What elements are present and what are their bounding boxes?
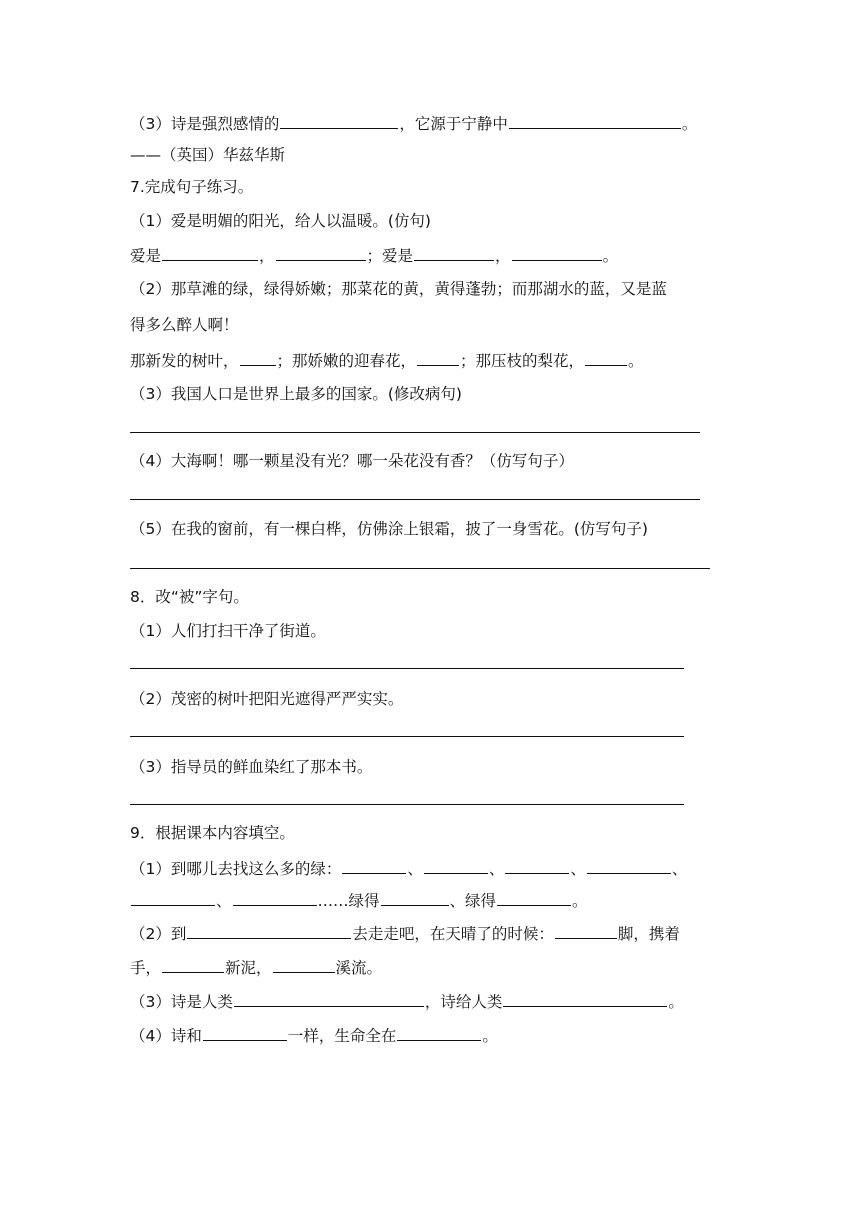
q7-item1: （1）爱是明媚的阳光，给人以温暖。(仿句) bbox=[130, 212, 431, 230]
answer-line[interactable] bbox=[130, 432, 700, 433]
q8-item1: （1）人们打扫干净了街道。 bbox=[130, 622, 326, 640]
q6-item3 bbox=[130, 112, 697, 135]
q9-item2-line2: 手， 新泥， 溪流。 bbox=[130, 956, 382, 979]
q8-item2: （2）茂密的树叶把阳光遮得严严实实。 bbox=[130, 690, 404, 708]
fill-blank[interactable] bbox=[397, 1024, 481, 1041]
fill-blank[interactable] bbox=[585, 349, 627, 366]
answer-line[interactable] bbox=[130, 804, 684, 805]
q9-item1-line1: （1）到哪儿去找这么多的绿： 、 、 、 、 bbox=[130, 857, 687, 880]
answer-line[interactable] bbox=[130, 499, 700, 500]
fill-blank[interactable] bbox=[505, 857, 569, 874]
q8-title: 8．改“被”字句。 bbox=[130, 588, 249, 606]
q7-item5: （5）在我的窗前，有一棵白桦，仿佛涂上银霜，披了一身雪花。(仿写句子) bbox=[130, 520, 648, 538]
fill-blank[interactable] bbox=[555, 922, 617, 939]
q9-title: 9．根据课本内容填空。 bbox=[130, 824, 295, 842]
q9-item3: （3）诗是人类 ，诗给人类 。 bbox=[130, 990, 684, 1013]
fill-blank[interactable] bbox=[162, 244, 258, 261]
answer-line[interactable] bbox=[130, 736, 684, 737]
fill-blank[interactable] bbox=[497, 889, 571, 906]
fill-blank[interactable] bbox=[273, 956, 335, 973]
q9-item4: （4）诗和 一样，生命全在 。 bbox=[130, 1024, 498, 1047]
fill-blank[interactable] bbox=[276, 244, 366, 261]
fill-blank[interactable] bbox=[417, 349, 459, 366]
fill-blank[interactable] bbox=[233, 889, 317, 906]
fill-blank[interactable] bbox=[162, 956, 224, 973]
fill-blank[interactable] bbox=[187, 922, 351, 939]
fill-blank[interactable] bbox=[131, 889, 215, 906]
q9-item2-line1: （2）到 去走走吧，在天晴了的时候： 脚，携着 bbox=[130, 922, 680, 945]
q6-item3-text-b: ，它源于宁静中 bbox=[399, 115, 508, 133]
q6-attribution: ——（英国）华兹华斯 bbox=[130, 146, 286, 164]
fill-blank[interactable] bbox=[424, 857, 488, 874]
q6-item3-text-a: （3）诗是强烈感情的 bbox=[130, 115, 280, 133]
fill-blank[interactable] bbox=[414, 244, 494, 261]
fill-blank[interactable] bbox=[509, 112, 681, 129]
q7-item2-fill: 那新发的树叶， ；那娇嫩的迎春花， ；那压枝的梨花， 。 bbox=[130, 349, 644, 372]
q8-item3: （3）指导员的鲜血染红了那本书。 bbox=[130, 758, 373, 776]
fill-blank[interactable] bbox=[381, 889, 449, 906]
q7-item2-line2: 得多么醉人啊！ bbox=[130, 316, 239, 334]
fill-blank[interactable] bbox=[234, 990, 424, 1007]
fill-blank[interactable] bbox=[240, 349, 276, 366]
fill-blank[interactable] bbox=[280, 112, 398, 129]
fill-blank[interactable] bbox=[342, 857, 406, 874]
fill-blank[interactable] bbox=[587, 857, 671, 874]
fill-blank[interactable] bbox=[203, 1024, 287, 1041]
fill-blank[interactable] bbox=[503, 990, 667, 1007]
q7-title: 7.完成句子练习。 bbox=[130, 178, 254, 196]
q6-item3-text-c: 。 bbox=[681, 115, 698, 133]
q7-item4: （4）大海啊！哪一颗星没有光？哪一朵花没有香？（仿写句子） bbox=[130, 452, 574, 470]
answer-line[interactable] bbox=[130, 668, 684, 669]
q7-item2-line1: （2）那草滩的绿，绿得娇嫩；那菜花的黄，黄得蓬勃；而那湖水的蓝，又是蓝 bbox=[130, 280, 667, 298]
q9-item1-line2: 、 ……绿得 、绿得 。 bbox=[130, 889, 588, 912]
q7-item1-fill: 爱是 ， ；爱是 ， 。 bbox=[130, 244, 618, 267]
q7-item3: （3）我国人口是世界上最多的国家。(修改病句) bbox=[130, 385, 462, 403]
fill-blank[interactable] bbox=[512, 244, 602, 261]
answer-line[interactable] bbox=[130, 568, 710, 569]
